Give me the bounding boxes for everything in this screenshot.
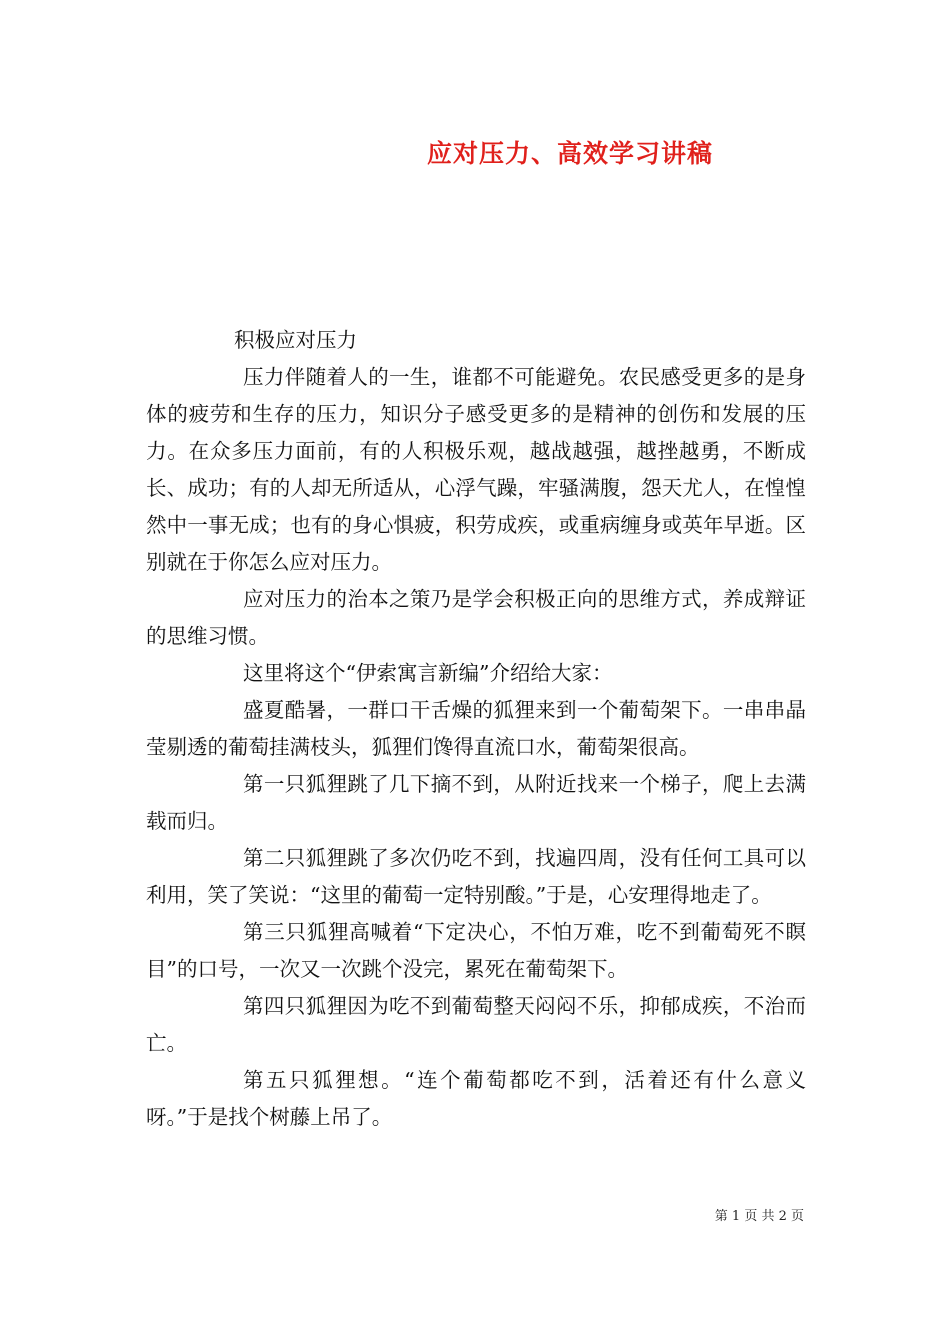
page-number: 第 1 页 共 2 页 (714, 1209, 804, 1224)
paragraph: 第二只狐狸跳了多次仍吃不到，找遍四周，没有任何工具可以利用，笑了笑说：“这里的葡萄一定特别酸。”于是，心安理得地走了。 (146, 846, 806, 907)
section-heading: 积极应对压力 (234, 328, 357, 352)
paragraph: 第四只狐狸因为吃不到葡萄整天闷闷不乐，抑郁成疾，不治而亡。 (146, 994, 806, 1055)
paragraph: 盛夏酷暑，一群口干舌燥的狐狸来到一个葡萄架下。一串串晶莹剔透的葡萄挂满枝头，狐狸们馋得直流口水，葡萄架很高。 (146, 698, 806, 759)
document-body (146, 322, 806, 1136)
paragraph: 第一只狐狸跳了几下摘不到，从附近找来一个梯子，爬上去满载而归。 (146, 772, 806, 833)
document-title: 应对压力、高效学习讲稿 (426, 139, 713, 168)
paragraph: 压力伴随着人的一生，谁都不可能避免。农民感受更多的是身体的疲劳和生存的压力，知识分子感受更多的是精神的创伤和发展的压力。在众多压力面前，有的人积极乐观，越战越强，越挫越勇，不断成长、成功；有的人却无所适从，心浮气躁，牢骚满腹，怨天尤人，在惶惶然中一事无成；也有的身心惧疲，积劳成疾，或重病缠身或英年早逝。区别就在于你怎么应对压力。 (146, 365, 806, 574)
paragraph: 这里将这个“伊索寓言新编”介绍给大家： (243, 661, 613, 685)
paragraph: 应对压力的治本之策乃是学会积极正向的思维方式，养成辩证的思维习惯。 (146, 587, 806, 648)
paragraph: 第五只狐狸想。“连个葡萄都吃不到，活着还有什么意义呀。”于是找个树藤上吊了。 (146, 1068, 806, 1129)
paragraph: 第三只狐狸高喊着“下定决心，不怕万难，吃不到葡萄死不瞑目”的口号，一次又一次跳个没完，累死在葡萄架下。 (146, 920, 806, 981)
